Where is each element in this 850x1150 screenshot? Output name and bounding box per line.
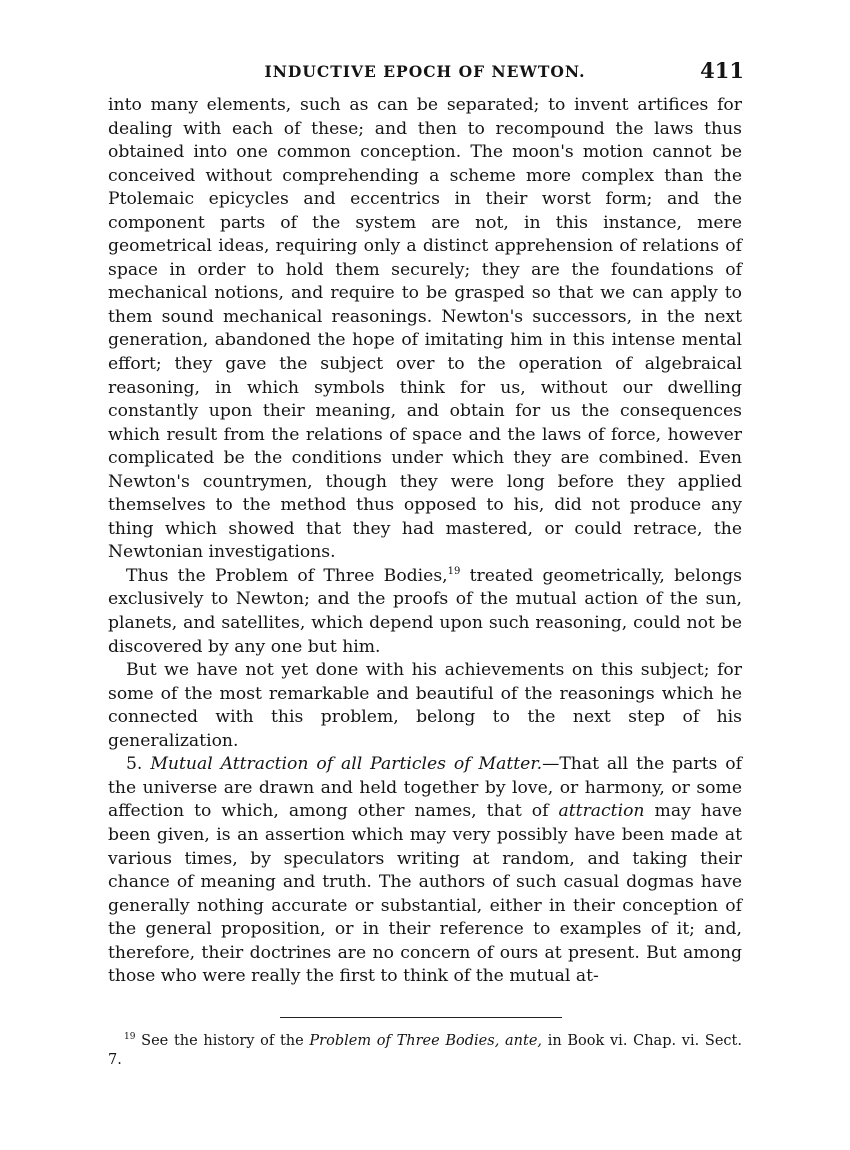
footnote-reference: 19	[447, 565, 461, 577]
paragraph-continued: into many elements, such as can be separated; to invent artifices for dealing with each of these; and then to recompound the laws thus obtained into one common conception. The moon's motion cannot be conceived without comprehending a scheme more complex than the Ptolemaic epicycles and eccentrics in their worst form; and the component parts of the system are not, in this instance, mere geometrical ideas, requiring only a distinct apprehension of relations of space in order to hold them securely; they are the foundations of mechanical notions, and require to be grasped so that we can apply to them sound mechanical reasonings. Newton's successors, in the next generation, abandoned the hope of imitating him in this intense mental effort; they gave the subject over to the operation of algebraical reasoning, in which symbols think for us, without our dwelling constantly upon their meaning, and obtain for us the consequences which result from the relations of space and the laws of force, however complicated be the conditions under which they are combined. Even Newton's countrymen, though they were long before they applied themselves to the method thus opposed to his, did not produce any thing which showed that they had mastered, or could retrace, the Newtonian investigations.	[108, 95, 742, 563]
section-number: 5.	[126, 754, 151, 775]
italic-term: attraction	[558, 801, 645, 822]
paragraph-text: Thus the Problem of Three Bodies,	[126, 565, 448, 586]
footnote-divider	[280, 1017, 562, 1018]
book-page	[108, 58, 742, 1070]
section-heading: Mutual Attraction of all Particles of Matter.	[150, 754, 543, 775]
paragraph-three-bodies	[108, 565, 742, 659]
page-number: 411	[700, 58, 744, 83]
footnote	[108, 1032, 742, 1070]
paragraph-text: treated geometrically, belongs exclusively to Newton; and the proofs of the mutual action of the sun, planets, and satellites, which depend upon such reasoning, could not be discovered by any one but him.	[108, 565, 742, 657]
running-head	[108, 58, 742, 94]
paragraph-text: —That all the parts of the universe are drawn and held together by love, or harmony, or some affection to which, among other names, that of	[108, 754, 742, 822]
paragraph-text: may have been given, is an assertion which may very possibly have been made at various times, by speculators writing at random, and taking their chance of meaning and truth. The authors of such casual dogmas have generally nothing accurate or substantial, either in their conception of the general proposition, or in their reference to examples of it; and, therefore, their doctrines are no concern of ours at present. But among those who were really the first to think of the mutual at-	[108, 801, 742, 987]
paragraph-achievements: But we have not yet done with his achievements on this subject; for some of the most remarkable and beautiful of the reasonings which he connected with this problem, belong to the next step of his generalization.	[108, 660, 742, 751]
running-title: INDUCTIVE EPOCH OF NEWTON.	[264, 62, 586, 81]
footnote-italic: Problem of Three Bodies, ante,	[309, 1032, 543, 1049]
footnote-marker: 19	[124, 1031, 136, 1042]
paragraph-mutual-attraction	[108, 753, 742, 988]
body-text	[108, 94, 742, 989]
footnote-text: See the history of the	[135, 1032, 310, 1049]
footnote-text: in Book vi. Chap. vi. Sect. 7.	[108, 1032, 742, 1068]
